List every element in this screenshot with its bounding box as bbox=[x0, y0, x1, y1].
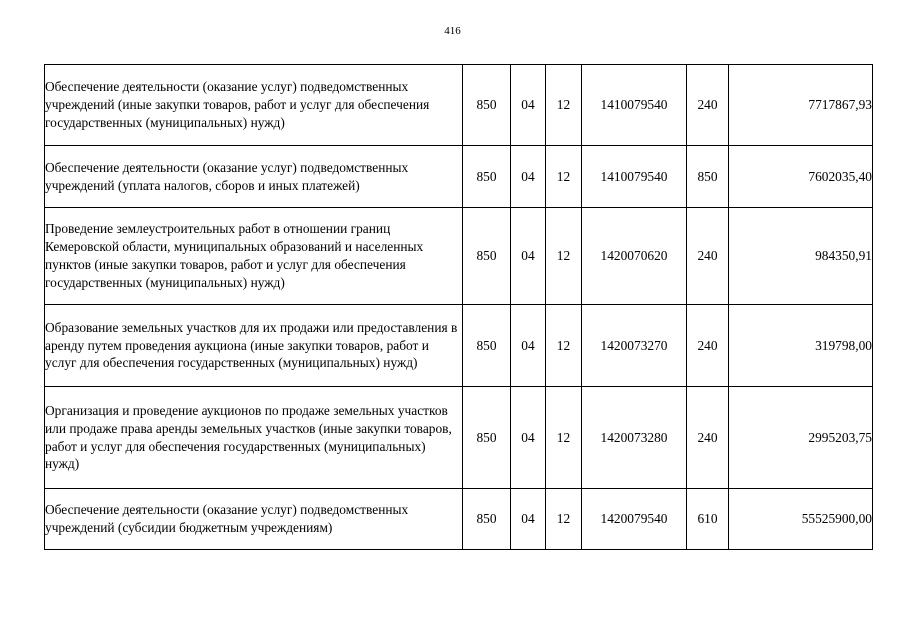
amount: 984350,91 bbox=[729, 208, 873, 305]
table-row bbox=[45, 208, 873, 305]
section-code: 04 bbox=[511, 387, 546, 489]
table-row bbox=[45, 305, 873, 387]
amount: 7717867,93 bbox=[729, 65, 873, 146]
table-row bbox=[45, 65, 873, 146]
department-code: 850 bbox=[463, 65, 511, 146]
row-description: Обеспечение деятельности (оказание услуг) подведомственных учреждений (иные закупки товаров, работ и услуг для обеспечения государственных (муниципальных) нужд) bbox=[45, 65, 463, 146]
target-article-code: 1420073280 bbox=[582, 387, 687, 489]
section-code: 04 bbox=[511, 208, 546, 305]
expense-type-code: 240 bbox=[687, 305, 729, 387]
amount: 7602035,40 bbox=[729, 146, 873, 208]
subsection-code: 12 bbox=[546, 146, 582, 208]
department-code: 850 bbox=[463, 387, 511, 489]
department-code: 850 bbox=[463, 489, 511, 550]
page-number: 416 bbox=[444, 25, 461, 37]
row-description: Проведение землеустроительных работ в отношении границ Кемеровской области, муниципальных образований и населенных пунктов (иные закупки товаров, работ и услуг для обеспечения государственных (муниципальных) нужд) bbox=[45, 208, 463, 305]
budget-table bbox=[44, 64, 873, 550]
department-code: 850 bbox=[463, 208, 511, 305]
subsection-code: 12 bbox=[546, 65, 582, 146]
subsection-code: 12 bbox=[546, 208, 582, 305]
row-description: Организация и проведение аукционов по продаже земельных участков или продаже права аренды земельных участков (иные закупки товаров, работ и услуг для обеспечения государственных (муниципальных) нужд) bbox=[45, 387, 463, 489]
amount: 2995203,75 bbox=[729, 387, 873, 489]
target-article-code: 1420073270 bbox=[582, 305, 687, 387]
amount: 319798,00 bbox=[729, 305, 873, 387]
row-description: Образование земельных участков для их продажи или предоставления в аренду путем проведения аукциона (иные закупки товаров, работ и услуг для обеспечения государственных (муниципальных) нужд) bbox=[45, 305, 463, 387]
table-row bbox=[45, 387, 873, 489]
section-code: 04 bbox=[511, 146, 546, 208]
expense-type-code: 610 bbox=[687, 489, 729, 550]
target-article-code: 1410079540 bbox=[582, 65, 687, 146]
expense-type-code: 850 bbox=[687, 146, 729, 208]
expense-type-code: 240 bbox=[687, 208, 729, 305]
section-code: 04 bbox=[511, 65, 546, 146]
department-code: 850 bbox=[463, 146, 511, 208]
target-article-code: 1420070620 bbox=[582, 208, 687, 305]
amount: 55525900,00 bbox=[729, 489, 873, 550]
expense-type-code: 240 bbox=[687, 65, 729, 146]
subsection-code: 12 bbox=[546, 489, 582, 550]
target-article-code: 1420079540 bbox=[582, 489, 687, 550]
table-row bbox=[45, 489, 873, 550]
section-code: 04 bbox=[511, 305, 546, 387]
table-row bbox=[45, 146, 873, 208]
subsection-code: 12 bbox=[546, 305, 582, 387]
row-description: Обеспечение деятельности (оказание услуг) подведомственных учреждений (уплата налогов, сборов и иных платежей) bbox=[45, 146, 463, 208]
expense-type-code: 240 bbox=[687, 387, 729, 489]
department-code: 850 bbox=[463, 305, 511, 387]
target-article-code: 1410079540 bbox=[582, 146, 687, 208]
section-code: 04 bbox=[511, 489, 546, 550]
subsection-code: 12 bbox=[546, 387, 582, 489]
row-description: Обеспечение деятельности (оказание услуг) подведомственных учреждений (субсидии бюджетным учреждениям) bbox=[45, 489, 463, 550]
